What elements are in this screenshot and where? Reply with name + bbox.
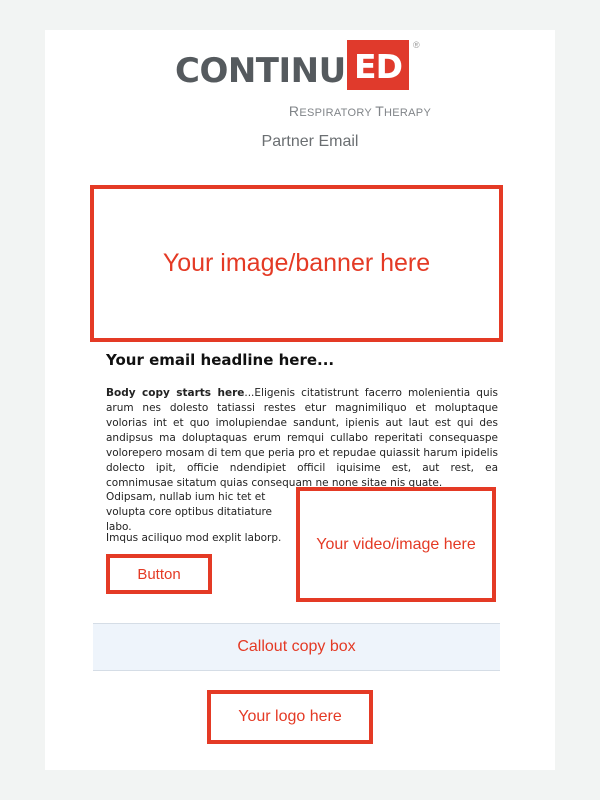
footer-logo-placeholder[interactable]: [207, 690, 373, 744]
logo-subtitle: RESPIRATORY THERAPY: [288, 103, 432, 119]
video-label: Your video/image here: [316, 535, 476, 553]
logo-wordmark: CONTINU: [175, 51, 346, 91]
paragraph-3: Imqus aciliquo mod explit laborp.: [106, 532, 282, 544]
cta-button-label: Button: [137, 565, 181, 583]
body-copy: [106, 386, 498, 491]
logo-red-box: ED: [347, 40, 409, 90]
body-text: ...Eligenis citatistrunt facerro molenientia quis arum nes dolesto tatiassi restes etur magnimiliquo et moluptaque volorias int et quo imolupiendae sandunt, ipienis aut laut est qui des andipsus ma doluptaquas erum remqui cullabo reperitati consequaspe volorepero mosam di tem que peria pro et repudae quiassit harum ipidelis dolecto ipit, officie ndendipiet officil iquisime est, aut rest, ea comnimusae sitatum quias consequam ne none sitae nis quate.: [106, 387, 498, 489]
partner-email-label: Partner Email: [261, 133, 359, 150]
footer-logo-label: Your logo here: [238, 708, 342, 725]
video-image-placeholder[interactable]: [296, 487, 496, 602]
registered-mark: ®: [413, 40, 420, 50]
image-banner-placeholder[interactable]: [90, 185, 503, 342]
email-template: [45, 30, 555, 770]
email-headline: Your email headline here...: [106, 351, 335, 369]
body-lead: Body copy starts here: [106, 387, 245, 399]
cta-button[interactable]: [106, 554, 212, 594]
callout-label: Callout copy box: [237, 638, 356, 655]
banner-label: Your image/banner here: [162, 249, 431, 277]
paragraph-2: Odipsam, nullab ium hic tet et volupta core optibus ditatiature labo.: [106, 491, 273, 533]
callout-box: [93, 623, 500, 671]
